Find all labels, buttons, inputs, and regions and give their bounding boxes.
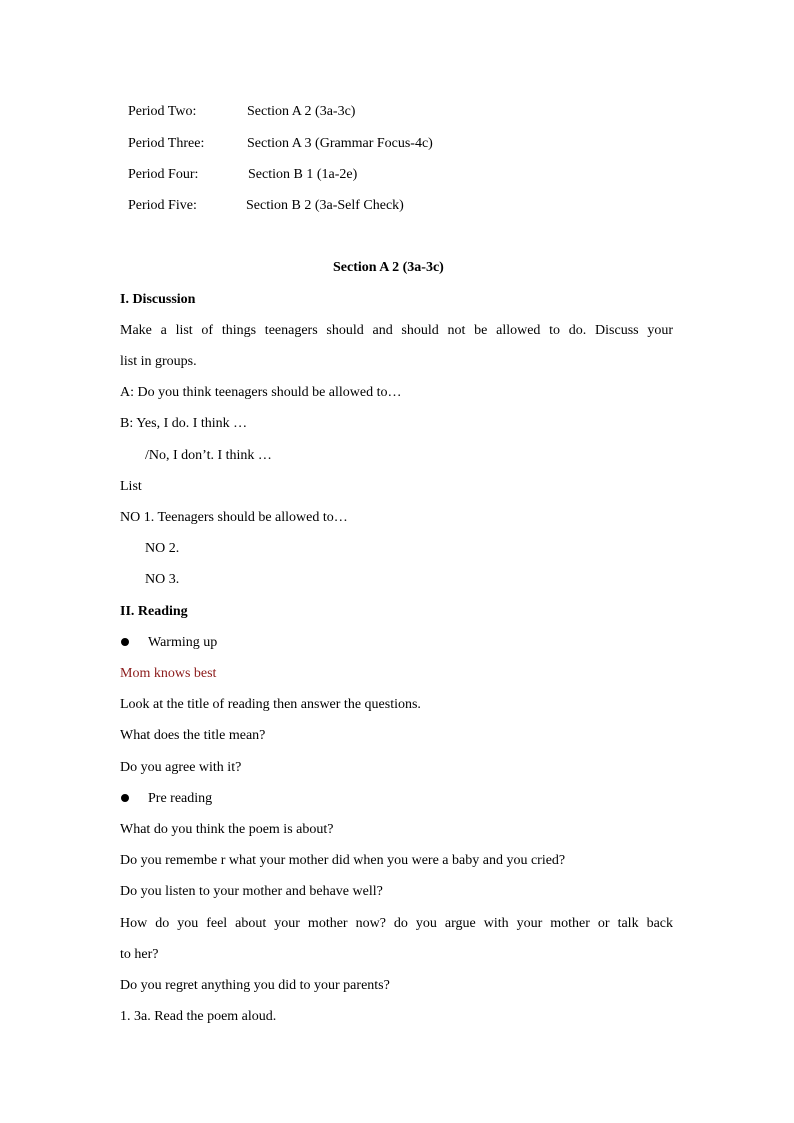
list-item: NO 2. <box>145 541 180 556</box>
question-text: Do you remembe r what your mother did when you were a baby and you cried? <box>120 853 566 868</box>
dialogue-a: A: Do you think teenagers should be allowed to… <box>120 385 402 400</box>
reading-heading: II. Reading <box>120 604 188 619</box>
period-section: Section B 2 (3a-Self Check) <box>246 198 404 213</box>
question-text: How do you feel about your mother now? do you argue with your mother or talk back <box>120 916 673 931</box>
question-text-continued: to her? <box>120 947 159 962</box>
warming-up-label: Warming up <box>148 635 218 650</box>
question-text: Do you regret anything you did to your parents? <box>120 978 390 993</box>
period-section: Section B 1 (1a-2e) <box>248 167 358 182</box>
period-label: Period Four: <box>128 167 199 182</box>
step-text: 1. 3a. Read the poem aloud. <box>120 1009 277 1024</box>
question-text: What do you think the poem is about? <box>120 822 334 837</box>
dialogue-b: B: Yes, I do. I think … <box>120 416 248 431</box>
discussion-intro-line1: Make a list of things teenagers should and should not be allowed to do. Discuss your <box>120 323 673 338</box>
bullet-icon <box>121 794 129 802</box>
instruction-text: Look at the title of reading then answer the questions. <box>120 697 421 712</box>
list-item: NO 1. Teenagers should be allowed to… <box>120 510 348 525</box>
pre-reading-label: Pre reading <box>148 791 213 806</box>
period-label: Period Five: <box>128 198 197 213</box>
question-text: Do you listen to your mother and behave well? <box>120 884 383 899</box>
period-label: Period Three: <box>128 136 205 151</box>
period-label: Period Two: <box>128 104 197 119</box>
poem-title: Mom knows best <box>120 666 217 681</box>
list-label: List <box>120 479 142 494</box>
period-section: Section A 2 (3a-3c) <box>247 104 356 119</box>
question-text: Do you agree with it? <box>120 760 242 775</box>
list-item: NO 3. <box>145 572 180 587</box>
dialogue-b-alt: /No, I don’t. I think … <box>145 448 272 463</box>
bullet-icon <box>121 638 129 646</box>
period-section: Section A 3 (Grammar Focus-4c) <box>247 136 433 151</box>
section-title: Section A 2 (3a-3c) <box>333 260 444 275</box>
discussion-intro-line2: list in groups. <box>120 354 197 369</box>
discussion-heading: I. Discussion <box>120 292 196 307</box>
question-text: What does the title mean? <box>120 728 266 743</box>
